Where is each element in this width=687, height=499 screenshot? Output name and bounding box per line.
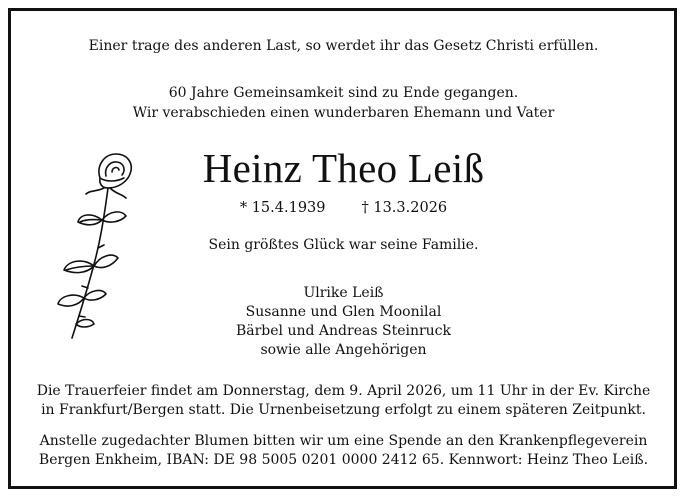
birth-date: * 15.4.1939	[239, 200, 326, 216]
family-quote: Sein größtes Glück war seine Familie.	[208, 237, 479, 253]
mourner-2: Susanne und Glen Moonilal	[245, 304, 442, 320]
donation-info-line-2: Bergen Enkheim, IBAN: DE 98 5005 0201 0000 2412 65. Kennwort: Heinz Theo Leiß.	[38, 452, 649, 468]
bible-motto: Einer trage des anderen Last, so werdet ihr das Gesetz Christi erfüllen.	[88, 38, 599, 54]
mourner-1: Ulrike Leiß	[303, 285, 384, 301]
deceased-name: Heinz Theo Leiß	[202, 145, 485, 191]
mourner-3: Bärbel und Andreas Steinruck	[235, 323, 452, 339]
intro-line-1: 60 Jahre Gemeinsamkeit sind zu Ende gegangen.	[168, 85, 519, 101]
intro-line-2: Wir verabschieden einen wunderbaren Ehemann und Vater	[132, 105, 555, 121]
service-info-line-2: in Frankfurt/Bergen statt. Die Urnenbeisetzung erfolgt zu einem späteren Zeitpunkt.	[41, 402, 646, 418]
service-info-line-1: Die Trauerfeier findet am Donnerstag, dem 9. April 2026, um 11 Uhr in der Ev. Kirche	[36, 383, 651, 399]
death-date: † 13.3.2026	[361, 200, 448, 216]
donation-info-line-1: Anstelle zugedachter Blumen bitten wir um eine Spende an den Krankenpflegeverein	[39, 433, 648, 449]
mourner-4: sowie alle Angehörigen	[260, 342, 427, 358]
life-dates	[0, 198, 687, 218]
